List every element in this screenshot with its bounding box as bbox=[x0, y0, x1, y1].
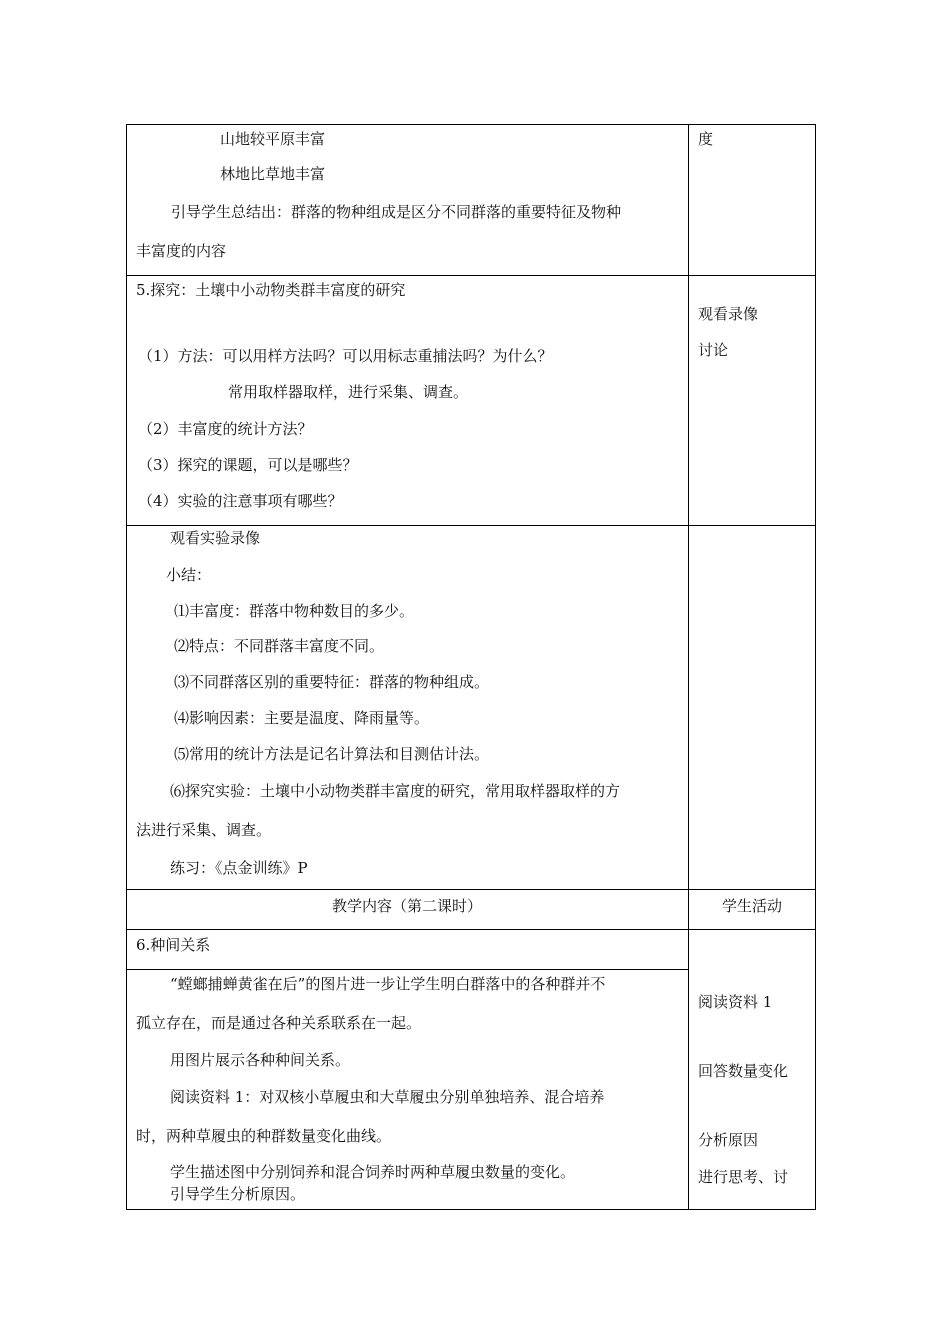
row1-line: 山地较平原丰富 bbox=[220, 130, 326, 148]
content-line: 学生描述图中分别饲养和混合饲养时两种草履虫数量的变化。 bbox=[170, 1163, 576, 1181]
column-header-content: 教学内容（第二课时） bbox=[331, 897, 482, 915]
summary-line: 法进行采集、调查。 bbox=[136, 821, 272, 839]
summary-line: ⑹探究实验：土壤中小动物类群丰富度的研究，常用取样器取样的方 bbox=[170, 782, 621, 800]
summary-line: ⑴丰富度：群落中物种数目的多少。 bbox=[174, 602, 415, 620]
question-line: （3）探究的课题，可以是哪些？ bbox=[138, 456, 358, 474]
content-line: 孤立存在，而是通过各种关系联系在一起。 bbox=[136, 1014, 422, 1032]
content-line: 用图片展示各种种间关系。 bbox=[170, 1051, 351, 1069]
content-line: “螳螂捕蝉黄雀在后”的图片进一步让学生明白群落中的各种群并不 bbox=[170, 975, 606, 993]
summary-line: ⑵特点：不同群落丰富度不同。 bbox=[174, 637, 385, 655]
table-bottom-border bbox=[126, 1209, 816, 1210]
content-line: 引导学生分析原因。 bbox=[170, 1185, 306, 1203]
content-line: 阅读资料 1：对双核小草履虫和大草履虫分别单独培养、混合培养 bbox=[170, 1088, 605, 1106]
section-title: 5.探究：土壤中小动物类群丰富度的研究 bbox=[136, 281, 406, 299]
question-line: （1）方法：可以用样方法吗？可以用标志重捕法吗？为什么？ bbox=[138, 347, 553, 365]
row-divider bbox=[126, 275, 816, 276]
activity-line: 讨论 bbox=[698, 341, 729, 359]
question-line: 常用取样器取样，进行采集、调查。 bbox=[228, 383, 469, 401]
summary-line: ⑶不同群落区别的重要特征：群落的物种组成。 bbox=[174, 673, 490, 691]
question-line: （2）丰富度的统计方法？ bbox=[138, 420, 313, 438]
activity-line: 分析原因 bbox=[698, 1131, 759, 1149]
summary-line: ⑷影响因素：主要是温度、降雨量等。 bbox=[174, 709, 430, 727]
activity-line: 观看录像 bbox=[698, 305, 759, 323]
column-divider bbox=[688, 124, 689, 1210]
summary-line: 小结： bbox=[166, 566, 212, 584]
table-top-border bbox=[126, 124, 816, 125]
question-line: （4）实验的注意事项有哪些？ bbox=[138, 492, 343, 510]
row-divider bbox=[126, 889, 816, 890]
table-left-border bbox=[126, 124, 127, 1210]
column-header-activity: 学生活动 bbox=[721, 897, 782, 915]
inner-row-divider bbox=[126, 969, 689, 970]
summary-line: 观看实验录像 bbox=[170, 529, 261, 547]
table-right-border bbox=[815, 124, 816, 1210]
lesson-plan-table bbox=[126, 124, 816, 1210]
exercise-line: 练习：《点金训练》P bbox=[170, 859, 308, 877]
row1-right-text: 度 bbox=[698, 130, 714, 148]
row1-line: 丰富度的内容 bbox=[136, 242, 227, 260]
content-line: 时，两种草履虫的种群数量变化曲线。 bbox=[136, 1127, 392, 1145]
activity-line: 阅读资料 1 bbox=[698, 993, 773, 1011]
row1-line: 引导学生总结出：群落的物种组成是区分不同群落的重要特征及物种 bbox=[171, 203, 622, 221]
activity-line: 回答数量变化 bbox=[698, 1062, 789, 1080]
activity-line: 进行思考、讨 bbox=[698, 1168, 789, 1186]
row1-line: 林地比草地丰富 bbox=[220, 165, 326, 183]
row-divider bbox=[126, 929, 816, 930]
summary-line: ⑸常用的统计方法是记名计算法和目测估计法。 bbox=[174, 745, 490, 763]
row-divider bbox=[126, 525, 816, 526]
section-title: 6.种间关系 bbox=[136, 936, 211, 954]
